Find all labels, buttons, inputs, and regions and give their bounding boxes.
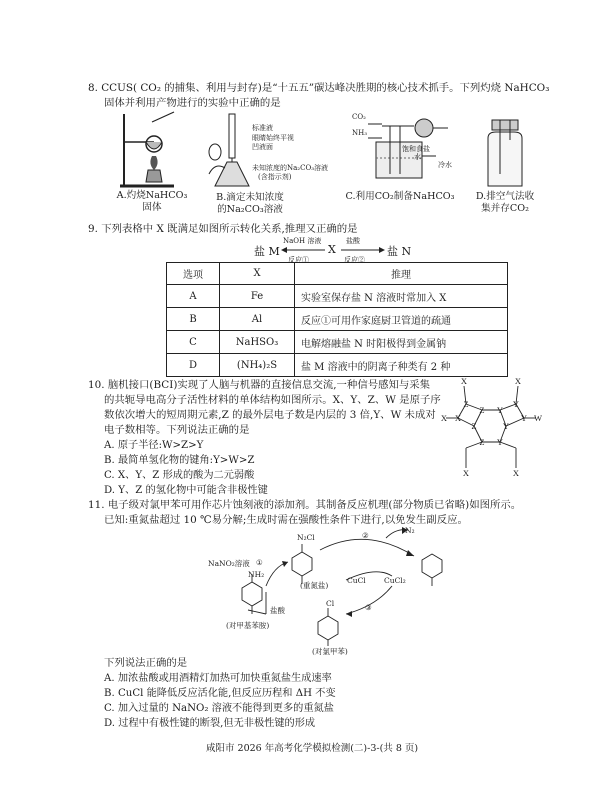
q8-figure-c-sat1: 饱和食盐 [402, 145, 430, 153]
table-row [167, 285, 508, 308]
q8-figure-b-label: B.滴定未知浓度 的Na₂CO₃溶液 [216, 192, 284, 215]
q9-scheme-r2-top: 盐酸 [346, 237, 360, 245]
atom-label: X [460, 376, 468, 386]
atom-label: Z [463, 399, 469, 409]
atom-label: Y [512, 399, 520, 409]
q10-stem-line4: 电子数相等。下列说法正确的是 [104, 424, 250, 436]
q10-option-b: B. 最简单氢化物的键角:Y>W>Z [104, 455, 255, 466]
q9-scheme-r1-bottom: 反应① [288, 256, 309, 264]
table-cell: B [167, 308, 220, 331]
q8-figure-c-label: C.利用CO₂制备NaHCO₃ [345, 191, 455, 202]
table-header-option: 选项 [167, 263, 220, 285]
mech-n2: N₂ [405, 526, 415, 535]
mech-toluidine: (对甲基苯胺) [226, 621, 270, 630]
q11-option-d: D. 过程中有极性键的断裂,但无非极性键的形成 [104, 718, 316, 729]
table-cell: NaHSO₃ [220, 331, 295, 354]
mech-nano2: NaNO₂溶液 [208, 559, 250, 568]
atom-label: Z [471, 421, 477, 431]
q10-option-a: A. 原子半径:W>Z>Y [104, 440, 204, 451]
atom-label: Y [502, 421, 510, 431]
mech-hcl: 盐酸 [270, 606, 285, 615]
q8-figure-a [118, 112, 178, 192]
table-cell: 盐 M 溶液中的阴离子种类有 2 种 [295, 354, 508, 377]
mech-diazo: (重氮盐) [300, 581, 329, 590]
q8-figure-b-sol-note2: (含指示剂) [258, 173, 292, 181]
q8-stem-line1: 8. CCUS( CO₂ 的捕集、利用与封存)是“十五五”碳达峰决胜期的核心技术抓手。下列灼烧 NaHCO₃ [88, 82, 550, 94]
q8-figure-d [482, 118, 528, 190]
mech-cucl2: CuCl₂ [384, 576, 406, 585]
table-cell: Al [220, 308, 295, 331]
q8-figure-c-cold: 冷水 [438, 161, 452, 169]
table-cell: Fe [220, 285, 295, 308]
q8-figure-b-eye-note2: 凹液面 [252, 143, 273, 151]
q9-scheme-r1-top: NaOH 溶液 [283, 237, 322, 245]
q8-figure-b-eye-note1: 眼睛始终平视 [252, 134, 294, 142]
q11-option-c: C. 加入过量的 NaNO₂ 溶液不能得到更多的重氮盐 [104, 703, 334, 714]
q8-figure-b-sol-note1: 未知浓度的Na₂CO₃溶液 [252, 164, 329, 172]
table-header-row [167, 263, 508, 285]
mech-cucl: CuCl [347, 576, 366, 585]
atom-label: X [462, 468, 470, 478]
q10-stem-line1: 10. 脑机接口(BCI)实现了人脑与机器的直接信息交流,一种信号感知与采集 [88, 379, 431, 391]
table-header-x: X [220, 263, 295, 285]
q8-figure-c-co2: CO₂ [352, 113, 366, 121]
q9-scheme-arrow-1 [281, 245, 327, 255]
table-header-reasoning: 推理 [295, 263, 508, 285]
q10-option-c: C. X、Y、Z 形成的酸为二元弱酸 [104, 470, 255, 481]
q9-scheme-r2-bottom: 反应② [344, 256, 365, 264]
table-cell: A [167, 285, 220, 308]
q10-stem-line3: 数依次增大的短周期元素,Z 的最外层电子数是内层的 3 倍,Y、W 未成对 [104, 409, 436, 421]
q9-stem: 9. 下列表格中 X 既满足如图所示转化关系,推理又正确的是 [88, 223, 358, 235]
q11-option-b: B. CuCl 能降低反应活化能,但反应历程和 ΔH 不变 [104, 688, 336, 699]
table-cell: D [167, 354, 220, 377]
table-row [167, 308, 508, 331]
mech-circle-2: ② [362, 531, 369, 540]
q9-scheme-x: X [328, 243, 336, 256]
atom-label: X [514, 376, 522, 386]
table-cell: C [167, 331, 220, 354]
q10-option-d: D. Y、Z 的氢化物中可能含非极性键 [104, 485, 268, 496]
q10-stem-line2: 的共轭导电高分子活性材料的单体结构如图所示。X、Y、Z、W 是原子序 [104, 394, 441, 406]
atom-label: Y [520, 413, 528, 423]
q9-scheme-salt-m: 盐 M [254, 245, 280, 258]
q11-stem-line1: 11. 电子级对氯甲苯可用作芯片蚀刻液的添加剂。其制备反应机理(部分物质已省略)如图所示。 [88, 499, 522, 511]
mech-circle-1: ① [256, 558, 263, 567]
q8-stem-line2: 固体并利用产物进行的实验中正确的是 [104, 97, 281, 109]
atom-label: Y [496, 405, 504, 415]
atom-label: Z [479, 437, 485, 447]
table-row [167, 331, 508, 354]
page-footer: 咸阳市 2026 年高考化学模拟检测(二)-3-(共 8 页) [206, 743, 419, 754]
atom-label: X [454, 413, 462, 423]
table-cell: 电解熔融盐 N 时阳极得到金属钠 [295, 331, 508, 354]
q8-figure-d-label: D.排空气法收 集并存CO₂ [475, 191, 535, 214]
atom-label: Z [479, 405, 485, 415]
atom-label: Y [496, 437, 504, 447]
atom-label: W [533, 413, 543, 423]
q8-figure-c-nh3: NH₃ [352, 129, 368, 137]
q9-scheme-salt-n: 盐 N [387, 245, 412, 258]
q11-prompt: 下列说法正确的是 [104, 657, 188, 669]
q8-figure-b-std-note: 标准液 [252, 124, 273, 132]
q11-stem-line2: 已知:重氮盐超过 10 ℃易分解;生成时需在强酸性条件下进行,以免发生副反应。 [104, 514, 468, 526]
mech-nh2: NH₂ [248, 570, 265, 579]
mech-chlorotoluene: (对氯甲苯) [312, 647, 348, 656]
table-row [167, 354, 508, 377]
mech-circle-3: ③ [365, 603, 372, 612]
table-cell: 反应①可用作家庭厨卫管道的疏通 [295, 308, 508, 331]
q8-figure-c-sat2: 水 [414, 153, 421, 161]
q11-mechanism-diagram [196, 526, 466, 658]
q11-option-a: A. 加浓盐酸或用酒精灯加热可加快重氮盐生成速率 [104, 673, 332, 684]
table-cell: 实验室保存盐 N 溶液时常加入 X [295, 285, 508, 308]
q8-figure-a-label: A.灼烧NaHCO₃ 固体 [116, 190, 188, 213]
q10-monomer-structure [440, 376, 543, 480]
q9-scheme-arrow-2 [339, 245, 385, 255]
table-cell: (NH₄)₂S [220, 354, 295, 377]
atom-label: X [512, 468, 520, 478]
q9-options-table [166, 262, 508, 377]
mech-n2cl: N₂Cl [297, 533, 315, 542]
atom-label: X [440, 413, 448, 423]
mech-cl: Cl [326, 599, 335, 608]
